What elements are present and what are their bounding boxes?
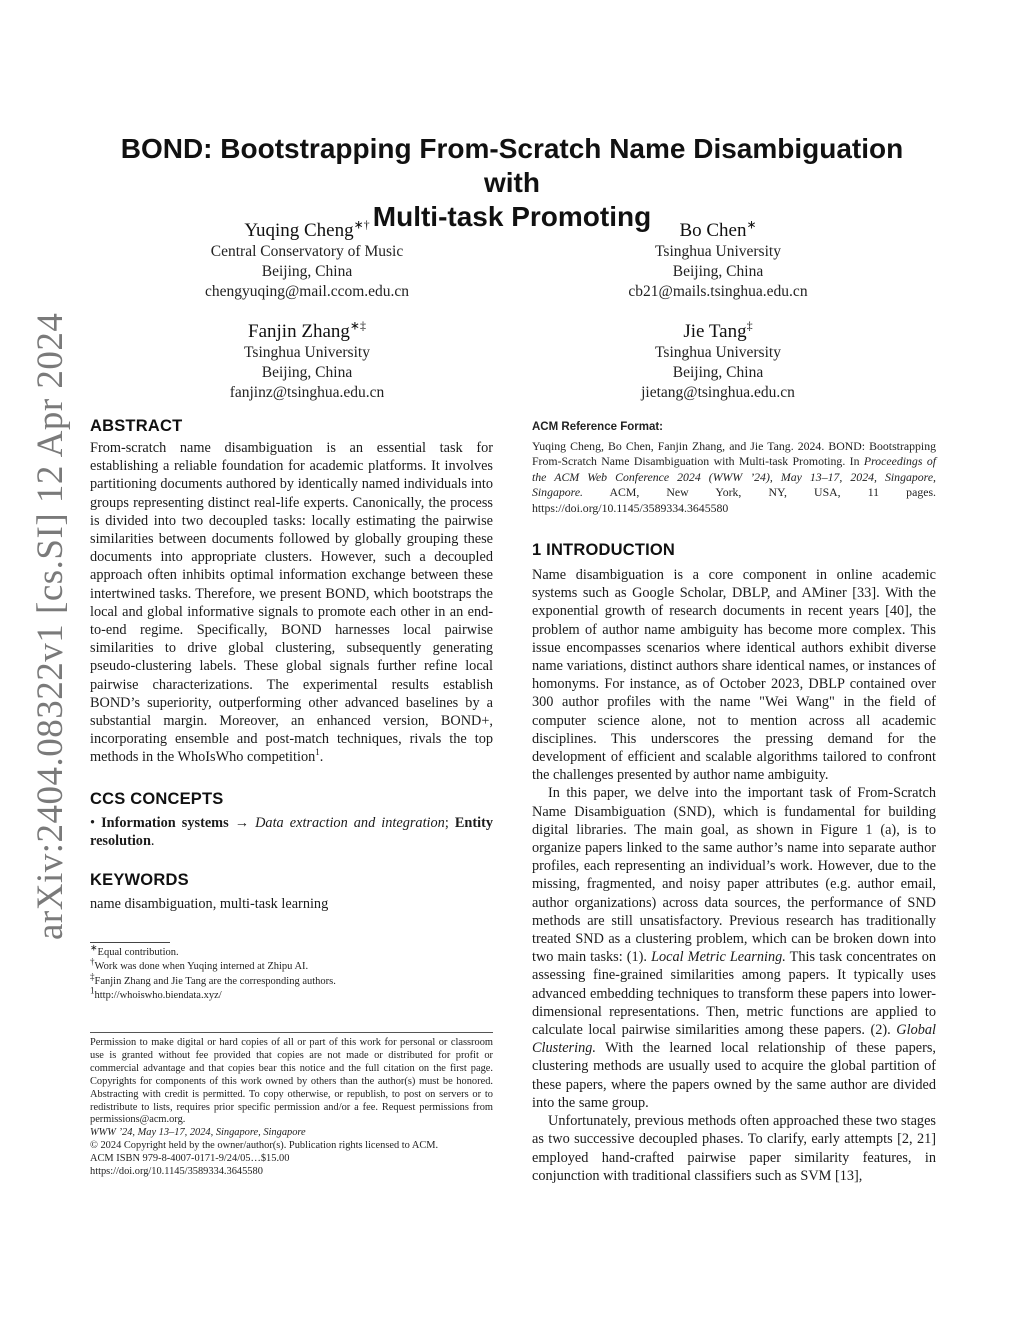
introduction-heading: 1 INTRODUCTION (532, 541, 676, 559)
footnote-item: ∗Equal contribution. (90, 942, 179, 958)
acm-reference-text: Yuqing Cheng, Bo Chen, Fanjin Zhang, and Jie Tang. 2024. BOND: Bootstrapping From-Scratch Name Disambiguation with Multi-task Promoting. In Proceedings of the ACM Web Conference 2024 (WWW ’24), May 13–17, 2024, Singapore, Singapore. ACM, New York, NY, USA, 11 pages. https://doi.org/10.1145/3589334.3645580 (532, 438, 936, 515)
author-marks: ∗‡ (349, 318, 366, 333)
author-name: Fanjin Zhang∗‡ (248, 318, 366, 342)
permission-block (90, 1037, 493, 1179)
acm-reference-label: ACM Reference Format: (532, 421, 663, 433)
introduction-section (532, 540, 936, 1185)
footnote-item: $^1$http://whoiswho.biendata.xyz/ (90, 985, 222, 1001)
arxiv-identifier: arXiv:2404.08322v1 [cs.SI] 12 Apr 2024 (30, 312, 71, 940)
author-email: fanjinz@tsinghua.edu.cn (229, 384, 385, 401)
keywords-text: name disambiguation, multi-task learning (90, 896, 329, 913)
paper-title (90, 132, 934, 234)
intro-paragraph-1: Name disambiguation is a core component in online academic systems such as Google Scholar, DBLP, and AMiner [33]. With the exponential growth of research documents in recent years [40], the problem of author name ambiguity has become more complex. This issue encompasses scenarios where identical authors exhibit diverse name variations, distinct authors share identical names, or instances of homonyms. For instance, as of October 2023, DBLP contained over 300 author profiles with the name "Wei Wang" in the field of computer science alone, not to mention across all academic disciplines. This underscores the pressing demand for the development of efficient and scalable algorithms tailored to confront the challenges presented by author name ambiguity. (532, 567, 936, 784)
author-block-tang (538, 318, 898, 403)
conference-info: WWW ’24, May 13–17, 2024, Singapore, Singapore (90, 1127, 306, 1139)
ccs-text: • Information systems → Data extraction and integration; Entity resolution. (90, 814, 494, 849)
copyright-notice: © 2024 Copyright held by the owner/author(s). Publication rights licensed to ACM. (90, 1140, 439, 1152)
isbn: ACM ISBN 979-8-4007-0171-9/24/05…$15.00 (90, 1153, 290, 1165)
author-affiliation: Tsinghua University (244, 344, 370, 361)
author-email: cb21@mails.tsinghua.edu.cn (628, 283, 808, 300)
author-location: Beijing, China (672, 263, 764, 280)
footnote-item: ‡Fanjin Zhang and Jie Tang are the corresponding authors. (90, 971, 336, 987)
author-affiliation: Tsinghua University (655, 243, 781, 260)
footnote-item: †Work was done when Yuqing interned at Zhipu AI. (90, 956, 309, 973)
permission-divider (90, 1032, 493, 1033)
author-location: Beijing, China (672, 364, 764, 381)
author-name: Yuqing Cheng∗† (244, 217, 370, 241)
author-location: Beijing, China (261, 263, 353, 280)
author-location: Beijing, China (261, 364, 353, 381)
title-line-1: BOND: Bootstrapping From-Scratch Name Disambiguation with (120, 133, 904, 198)
author-name: Bo Chen∗ (679, 217, 757, 241)
author-name: Jie Tang‡ (683, 318, 753, 342)
author-affiliation: Tsinghua University (655, 344, 781, 361)
author-marks: ‡ (746, 318, 753, 333)
intro-paragraph-3: Unfortunately, previous methods often approached these two stages as two successive decoupled phases. To clarify, early attempts [2, 21] employed hand-crafted pairwise paper similarity features, in conjunction with traditional classifiers such as SVM [13], (532, 1113, 936, 1184)
keywords-heading: KEYWORDS (90, 871, 189, 890)
author-block-chen (538, 217, 898, 302)
intro-paragraph-2: In this paper, we delve into the important task of From-Scratch Name Disambiguation (SND), which is fundamental for building digital libraries. The main goal, as shown in Figure 1 (a), is to organize papers linked to the same author’s name into separate author profiles, each representing an individual’s work. However, due to the missing, fragmented, and noisy paper attributes (e.g. author email, author organizations) across data sources, the performance of SND methods are still unsatisfactory. Previous research has traditionally treated SND as a clustering problem, which can be broken down into two main tasks: (1). Local Metric Learning. This task concentrates on assessing fine-grained similarities among papers. It typically uses advanced embedding techniques to transform these papers into lower-dimensional representations. Then, metric functions are applied to calculate local pairwise similarities among these papers. (2). Global Clustering. With the learned local relationship of these papers, clustering methods are usually used to acquire the global partition of these papers, where the papers owned by the same author are divided into the same group. (532, 785, 937, 1111)
title-line-2: Multi-task Promoting (372, 201, 652, 232)
acm-reference-format (532, 420, 936, 517)
footnote-ref[interactable]: 1 (315, 747, 320, 758)
author-email: chengyuqing@mail.ccom.edu.cn (204, 283, 410, 300)
author-affiliation: Central Conservatory of Music (210, 243, 404, 260)
abstract-text: From-scratch name disambiguation is an essential task for establishing a reliable foundation for academic platforms. It involves partitioning documents authored by identically named individuals into groups representing distinct real-life experts. Canonically, the process is divided into two decoupled tasks: locally estimating the pairwise similarities between documents followed by globally grouping these documents into appropriate clusters. However, such a decoupled approach often inhibits optimal information exchange between these intertwined tasks. Therefore, we present BOND, which bootstraps the local and global informative signals to promote each other in an end-to-end regime. Specifically, BOND harnesses local pairwise similarities to drive global clustering, subsequently generating pseudo-clustering labels. These global signals further refine local pairwise characterizations. The experimental results establish BOND’s superiority, outperforming other advanced baselines by a substantial margin. Moreover, an enhanced version, BOND+, incorporating ensemble and post-match techniques, rivals the top methods in the WhoIsWho competition$^1$. (90, 440, 493, 766)
permission-text: Permission to make digital or hard copies of all or part of this work for personal or classroom use is granted without fee provided that copies are not made or distributed for profit or commercial advantage and that copies bear this notice and the full citation on the first page. Copyrights for components of this work owned by others than the author(s) must be honored. Abstracting with credit is permitted. To copy otherwise, or republish, to post on servers or to redistribute to lists, requires prior specific permission and/or a fee. Request permissions from permissions@acm.org. (90, 1037, 493, 1126)
footnote-url[interactable]: http://whoiswho.biendata.xyz/ (94, 989, 222, 1001)
footnote-divider (90, 942, 170, 943)
ccs-heading: CCS CONCEPTS (90, 789, 224, 808)
left-column (90, 416, 493, 913)
author-block-cheng (127, 217, 487, 302)
author-marks: ∗† (353, 217, 370, 232)
footnotes (90, 942, 493, 1003)
doi-link[interactable]: https://doi.org/10.1145/3589334.3645580 (90, 1166, 263, 1178)
author-email: jietang@tsinghua.edu.cn (641, 384, 795, 401)
author-marks: ∗ (746, 217, 757, 232)
abstract-heading: ABSTRACT (90, 417, 183, 435)
author-block-zhang (127, 318, 487, 403)
